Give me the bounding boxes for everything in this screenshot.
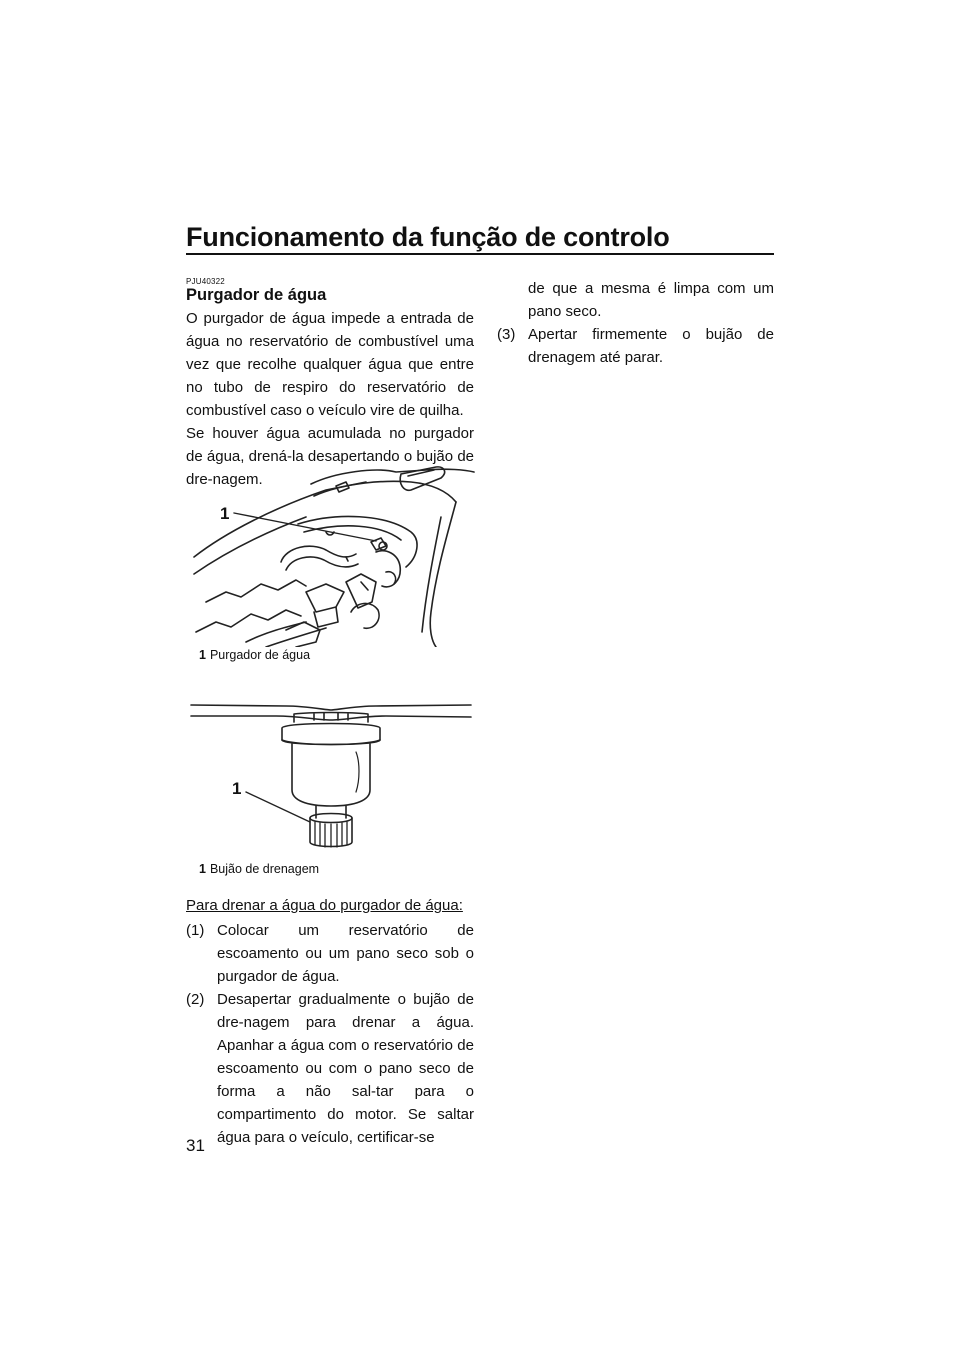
procedure-left [186,894,474,1149]
drain-plug-illustration [186,700,476,860]
caption-drain-plug [199,862,319,876]
section-code: PJU40322 [186,277,225,286]
right-column [497,277,774,369]
step-1 [186,919,474,988]
intro-paragraph: O purgador de água impede a entrada de água no reservatório de combustível uma vez que recolhe qualquer água que entre no tubo de respiro do reservatório de combustível caso o veículo vire de quilha. [186,310,474,419]
step-3 [497,323,774,369]
caption-text: Purgador de água [209,648,311,662]
title-rule [186,253,774,255]
water-separator-illustration [186,462,476,647]
procedure-heading: Para drenar a água do purgador de água: [186,897,463,914]
page-title: Funcionamento da função de controlo [186,222,670,252]
callout-1-separator: 1 [220,504,230,523]
drain-paragraph: Se houver água acumulada no purgador de água, drená-la desapertando o bujão de dre-nagem. [186,425,474,488]
caption-water-separator [199,648,310,662]
step-number: (3) [497,326,516,343]
step-text: Apertar firmemente o bujão de drenagem até parar. [528,326,774,366]
section-heading: Purgador de água [186,286,327,304]
step-number: (2) [186,991,205,1008]
caption-number: 1 [199,862,206,876]
caption-number: 1 [199,648,206,662]
left-column [186,277,474,491]
callout-1-drain-plug: 1 [232,779,242,798]
figure-drain-plug [186,700,476,880]
step-2 [186,988,474,1149]
caption-text: Bujão de drenagem [209,862,320,876]
step-number: (1) [186,922,205,939]
page-number: 31 [186,1136,205,1155]
figure-water-separator [186,462,476,668]
step-text: Desapertar gradualmente o bujão de dre-nagem para drenar a água. Apanhar a água com o reservatório de escoamento ou com o pano seco de forma a não sal-tar para o compartimento do motor. Se saltar água para o veículo, certificar-se [217,991,474,1146]
step-text: Colocar um reservatório de escoamento ou um pano seco sob o purgador de água. [217,922,474,985]
step-2-continued [497,277,774,323]
step-text: de que a mesma é limpa com um pano seco. [528,280,774,320]
